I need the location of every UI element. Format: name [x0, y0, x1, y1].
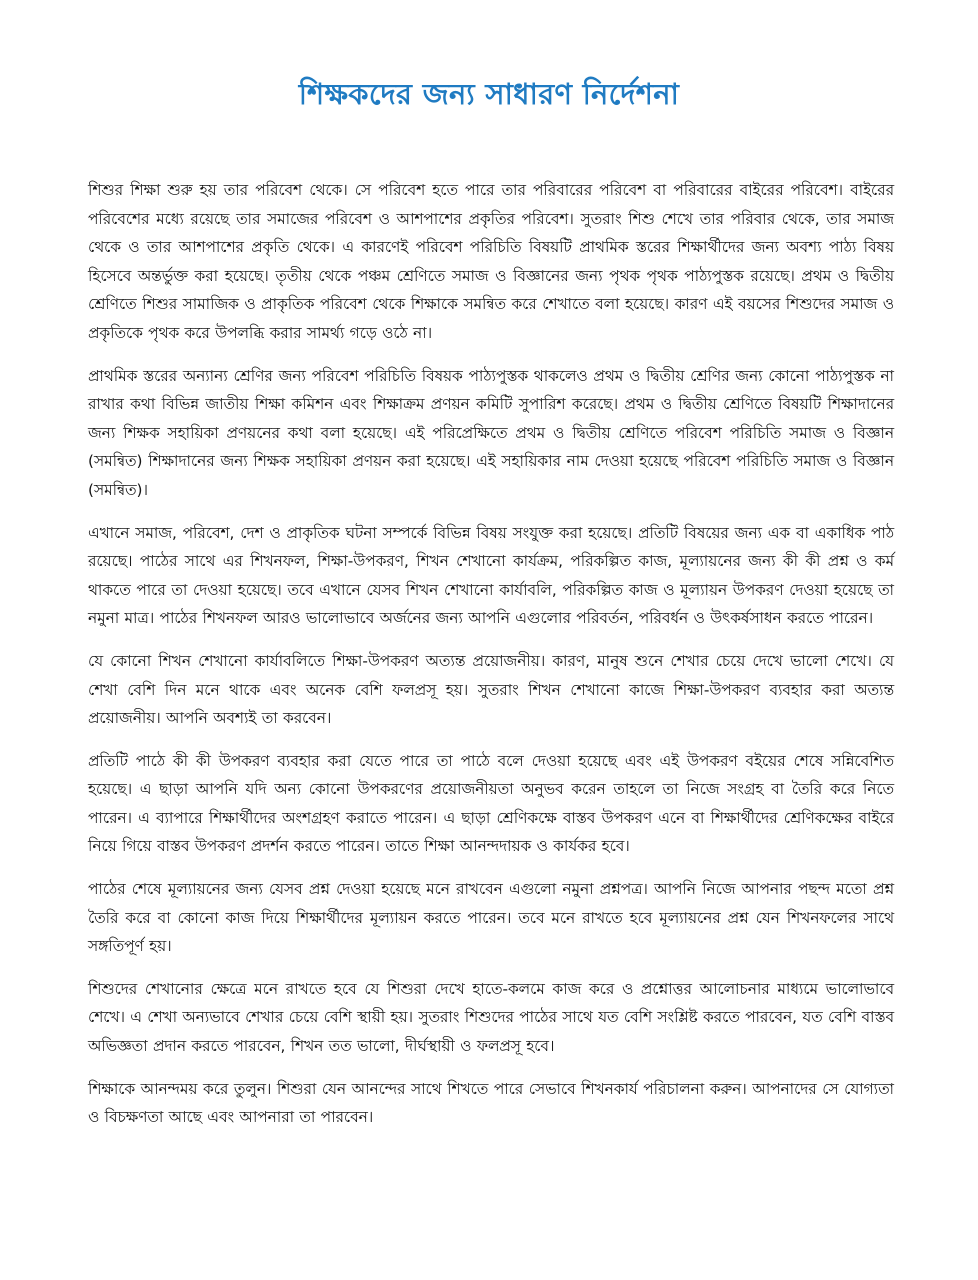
paragraph-2: প্রাথমিক স্তরের অন্যান্য শ্রেণির জন্য পরিবেশ পরিচিতি বিষয়ক পাঠ্যপুস্তক থাকলেও প্রথম ও দ্বিতীয় শ্রেণির জন্য কোনো পাঠ্যপুস্তক না রাখার কথা বিভিন্ন জাতীয় শিক্ষা কমিশন এবং শিক্ষাক্রম প্রণয়ন কমিটি সুপারিশ করেছে। প্রথম ও দ্বিতীয় শ্রেণিতে বিষয়টি শিক্ষাদানের জন্য শিক্ষক সহায়িকা প্রণয়নের কথা বলা হয়েছে। এই পরিপ্রেক্ষিতে প্রথম ও দ্বিতীয় শ্রেণিতে পরিবেশ পরিচিতি সমাজ ও বিজ্ঞান (সমন্বিত) শিক্ষাদানের জন্য শিক্ষক সহায়িকা প্রণয়ন করা হয়েছে। এই সহায়িকার নাম দেওয়া হয়েছে পরিবেশ পরিচিতি সমাজ ও বিজ্ঞান (সমন্বিত)।	[88, 366, 894, 499]
paragraph-5: প্রতিটি পাঠে কী কী উপকরণ ব্যবহার করা যেতে পারে তা পাঠে বলে দেওয়া হয়েছে এবং এই উপকরণ বইয়ের শেষে সন্নিবেশিত হয়েছে। এ ছাড়া আপনি যদি অন্য কোনো উপকরণের প্রয়োজনীয়তা অনুভব করেন তাহলে তা নিজে সংগ্রহ বা তৈরি করে নিতে পারেন। এ ব্যাপারে শিক্ষার্থীদের অংশগ্রহণ করাতে পারেন। এ ছাড়া শ্রেণিকক্ষে বাস্তব উপকরণ এনে বা শিক্ষার্থীদের শ্রেণিকক্ষের বাইরে নিয়ে গিয়ে বাস্তব উপকরণ প্রদর্শন করতে পারেন। তাতে শিক্ষা আনন্দদায়ক ও কার্যকর হবে।	[88, 751, 894, 856]
document-body	[88, 176, 894, 1146]
paragraph-1: শিশুর শিক্ষা শুরু হয় তার পরিবেশ থেকে। সে পরিবেশ হতে পারে তার পরিবারের পরিবেশ বা পরিবারের বাইরের পরিবেশ। বাইরের পরিবেশের মধ্যে রয়েছে তার সমাজের পরিবেশ ও আশপাশের প্রকৃতির পরিবেশ। সুতরাং শিশু শেখে তার পরিবার থেকে, তার সমাজ থেকে ও তার আশপাশের প্রকৃতি থেকে। এ কারণেই পরিবেশ পরিচিতি বিষয়টি প্রাথমিক স্তরের শিক্ষার্থীদের জন্য অবশ্য পাঠ্য বিষয় হিসেবে অন্তর্ভুক্ত করা হয়েছে। তৃতীয় থেকে পঞ্চম শ্রেণিতে সমাজ ও বিজ্ঞানের জন্য পৃথক পৃথক পাঠ্যপুস্তক রয়েছে। প্রথম ও দ্বিতীয় শ্রেণিতে শিশুর সামাজিক ও প্রাকৃতিক পরিবেশ থেকে শিক্ষাকে সমন্বিত করে শেখাতে বলা হয়েছে। কারণ এই বয়সের শিশুদের সমাজ ও প্রকৃতিকে পৃথক করে উপলব্ধি করার সামর্থ্য গড়ে ওঠে না।	[88, 181, 894, 342]
paragraph-6: পাঠের শেষে মূল্যায়নের জন্য যেসব প্রশ্ন দেওয়া হয়েছে মনে রাখবেন এগুলো নমুনা প্রশ্নপত্র। আপনি নিজে আপনার পছন্দ মতো প্রশ্ন তৈরি করে বা কোনো কাজ দিয়ে শিক্ষার্থীদের মূল্যায়ন করতে পারেন। তবে মনে রাখতে হবে মূল্যায়নের প্রশ্ন যেন শিখনফলের সাথে সঙ্গতিপূর্ণ হয়।	[88, 880, 894, 956]
paragraph-7: শিশুদের শেখানোর ক্ষেত্রে মনে রাখতে হবে যে শিশুরা দেখে হাতে-কলমে কাজ করে ও প্রশ্নোত্তর আলোচনার মাধ্যমে ভালোভাবে শেখে। এ শেখা অন্যভাবে শেখার চেয়ে বেশি স্থায়ী হয়। সুতরাং শিশুদের পাঠের সাথে যত বেশি সংশ্লিষ্ট করতে পারবেন, যত বেশি বাস্তব অভিজ্ঞতা প্রদান করতে পারবেন, শিখন তত ভালো, দীর্ঘস্থায়ী ও ফলপ্রসূ হবে।	[88, 979, 894, 1056]
paragraph-3: এখানে সমাজ, পরিবেশ, দেশ ও প্রাকৃতিক ঘটনা সম্পর্কে বিভিন্ন বিষয় সংযুক্ত করা হয়েছে। প্রতিটি বিষয়ের জন্য এক বা একাধিক পাঠ রয়েছে। পাঠের সাথে এর শিখনফল, শিক্ষা-উপকরণ, শিখন শেখানো কার্যক্রম, পরিকল্পিত কাজ, মূল্যায়নের জন্য কী কী প্রশ্ন ও কর্ম থাকতে পারে তা দেওয়া হয়েছে। তবে এখানে যেসব শিখন শেখানো কার্যাবলি, পরিকল্পিত কাজ ও মূল্যায়ন উপকরণ দেওয়া হয়েছে তা নমুনা মাত্র। পাঠের শিখনফল আরও ভালোভাবে অর্জনের জন্য আপনি এগুলোর পরিবর্তন, পরিবর্ধন ও উৎকর্ষসাধন করতে পারেন।	[88, 523, 894, 628]
page-title: শিক্ষকদের জন্য সাধারণ নির্দেশনা	[298, 77, 680, 111]
paragraph-8: শিক্ষাকে আনন্দময় করে তুলুন। শিশুরা যেন আনন্দের সাথে শিখতে পারে সেভাবে শিখনকার্য পরিচালনা করুন। আপনাদের সে যোগ্যতা ও বিচক্ষণতা আছে এবং আপনারা তা পারবেন।	[88, 1079, 894, 1127]
paragraph-4: যে কোনো শিখন শেখানো কার্যাবলিতে শিক্ষা-উপকরণ অত্যন্ত প্রয়োজনীয়। কারণ, মানুষ শুনে শেখার চেয়ে দেখে ভালো শেখে। যে শেখা বেশি দিন মনে থাকে এবং অনেক বেশি ফলপ্রসূ হয়। সুতরাং শিখন শেখানো কাজে শিক্ষা-উপকরণ ব্যবহার করা অত্যন্ত প্রয়োজনীয়। আপনি অবশ্যই তা করবেন।	[88, 651, 894, 728]
